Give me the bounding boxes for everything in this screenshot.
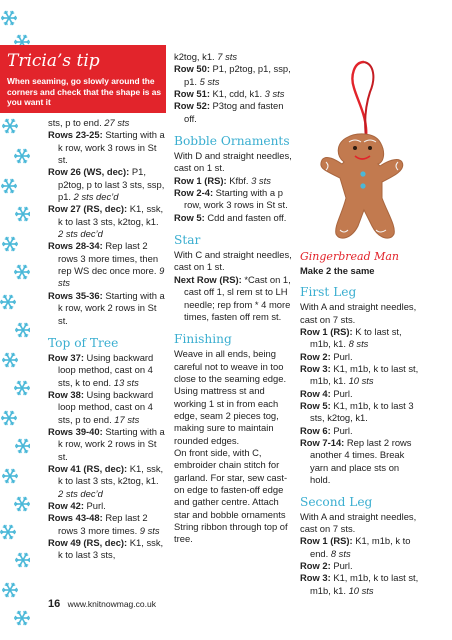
pattern-row	[48, 352, 166, 389]
row-label: Row 4:	[300, 387, 331, 399]
pattern-row	[300, 363, 422, 388]
row-label: Row 52:	[174, 100, 210, 112]
section-heading: Top of Tree	[48, 335, 119, 350]
pattern-row	[174, 187, 294, 212]
snowflake-icon	[15, 553, 30, 567]
tip-text: When seaming, go slowly around the corners and check that the shape is as you want it	[7, 76, 162, 107]
row-label: Row 6:	[300, 424, 331, 436]
row-label: Rows 35-36:	[48, 289, 103, 301]
stitch-count: 9 sts	[139, 524, 160, 536]
stitch-count: 2 sts dec’d	[58, 228, 103, 240]
row-label: Row 2-4:	[174, 187, 214, 199]
pattern-row	[174, 100, 294, 125]
row-label: Row 3:	[300, 572, 331, 584]
row-text: Cdd and fasten off.	[204, 211, 287, 223]
row-text: Rep last 2 rows 3 more times.	[58, 512, 148, 536]
snowflake-icon	[1, 411, 17, 425]
snowflake-icon	[14, 381, 30, 395]
row-label: Row 51:	[174, 88, 210, 100]
row-label: Row 27 (RS, dec):	[48, 203, 128, 215]
stitch-count: 3 sts	[264, 88, 285, 100]
row-label: Row 42:	[48, 499, 84, 511]
row-text: k2tog, k1.	[174, 51, 218, 62]
row-text: Purl.	[330, 559, 353, 571]
row-label: Row 2:	[300, 559, 331, 571]
page-number: 16	[48, 598, 61, 610]
row-text: P3tog and fasten off.	[184, 100, 284, 124]
snowflake-icon	[14, 265, 30, 279]
snowflake-icon	[14, 611, 30, 625]
snowflake-icon	[2, 583, 18, 597]
row-text: K1, ssk, k to last 3 sts, k2tog, k1.	[58, 203, 164, 227]
snowflake-icon	[15, 207, 30, 221]
pattern-row	[174, 88, 294, 100]
pattern-row	[48, 537, 166, 562]
section-heading: Finishing	[174, 332, 232, 347]
row-text: Kfbf.	[226, 174, 252, 186]
row-label: Row 41 (RS, dec):	[48, 462, 128, 474]
row-label: Row 38:	[48, 388, 84, 400]
gingerbread-ornament-photo	[302, 58, 420, 248]
row-text: Rep last 2 rows 3 more times, then rep WS dec once more.	[58, 240, 160, 277]
pattern-row	[48, 500, 166, 512]
row-label: Row 1 (RS):	[300, 535, 353, 547]
pattern-paragraph: With D and straight needles, cast on 1 st.	[174, 150, 292, 174]
stitch-count: 10 sts	[348, 375, 374, 387]
pattern-row	[300, 560, 422, 572]
stitch-count: 7 sts	[217, 51, 238, 62]
row-label: Row 2:	[300, 350, 331, 362]
pattern-row	[300, 326, 422, 351]
pattern-column-3	[300, 250, 422, 597]
row-label: Row 1 (RS):	[174, 174, 227, 186]
snowflake-icon	[14, 497, 30, 511]
row-text: Purl.	[83, 499, 106, 511]
section-heading: Second Leg	[300, 494, 373, 509]
snowflake-icon	[0, 295, 16, 309]
row-text: Starting with a k row, work 2 rows in St st.	[58, 289, 165, 326]
pattern-paragraph: With C and straight needles, cast on 1 st.	[174, 249, 292, 273]
row-text: Starting with a k row, work 3 rows in St st.	[58, 129, 165, 166]
row-text: Purl.	[330, 387, 353, 399]
pattern-row	[48, 463, 166, 500]
snowflake-icon	[2, 237, 18, 251]
row-text: K1, m1b, k to last 3 sts, k2tog, k1.	[310, 400, 414, 424]
snowflake-icon	[14, 149, 30, 163]
photo-caption: Gingerbread Man	[300, 250, 400, 263]
stitch-count: 8 sts	[330, 547, 351, 559]
stitch-count: 5 sts	[199, 75, 220, 87]
row-label: Row 7-14:	[300, 437, 345, 449]
pattern-column-2	[174, 51, 294, 546]
row-text: K1, m1b, k to last st, m1b, k1.	[310, 363, 419, 387]
pattern-row	[174, 274, 294, 323]
row-text: Starting with a p row, work 3 rows in St st.	[184, 187, 288, 211]
row-label: Row 37:	[48, 351, 84, 363]
snowflake-icon	[15, 439, 30, 453]
pattern-row	[48, 166, 166, 203]
pattern-row	[48, 240, 166, 289]
row-label: Row 5:	[174, 211, 205, 223]
pattern-paragraph: Weave in all ends, being careful not to weave in too close to the seaming edge. Using mattress st and working 1 st in from each edge, seam 2 pieces tog, making sure to maintain rounded edges.	[174, 348, 287, 446]
pattern-row	[174, 51, 294, 63]
snowflake-icon	[2, 469, 18, 483]
pattern-row	[300, 425, 422, 437]
pattern-row	[48, 389, 166, 426]
tip-box	[0, 45, 166, 113]
row-text: P1, p2tog, p1, ssp, p1.	[184, 63, 291, 87]
pattern-row	[48, 512, 166, 537]
section-heading: Bobble Ornaments	[174, 134, 290, 149]
stitch-count: 17 sts	[114, 413, 140, 425]
footer-url: www.knitnowmag.co.uk	[67, 599, 156, 609]
snowflake-icon	[0, 525, 16, 539]
pattern-row	[300, 400, 422, 425]
pattern-row	[174, 212, 294, 224]
row-label: Rows 43-48:	[48, 512, 103, 524]
row-label: Row 26 (WS, dec):	[48, 166, 130, 178]
pattern-row	[174, 175, 294, 187]
pattern-row	[174, 63, 294, 88]
section-heading: Star	[174, 233, 201, 248]
row-text: K1, cdd, k1.	[209, 88, 265, 100]
snowflake-icon	[2, 353, 18, 367]
pattern-paragraph: With A and straight needles, cast on 7 sts.	[300, 510, 417, 534]
pattern-row	[48, 117, 166, 129]
snowflake-icon	[2, 119, 18, 133]
pattern-row	[300, 351, 422, 363]
row-label: Rows 39-40:	[48, 425, 103, 437]
pattern-row	[48, 426, 166, 463]
row-text: K1, ssk, k to last 3 sts, k2tog, k1.	[58, 462, 164, 487]
row-label: Row 1 (RS):	[300, 326, 353, 338]
row-label: Row 50:	[174, 63, 210, 75]
row-text: Starting with a k row, work 2 rows in St st.	[58, 425, 165, 462]
row-text: K to last st, m1b, k1.	[310, 326, 402, 350]
row-text: Purl.	[330, 350, 353, 362]
row-text: Using backward loop method, cast on 4 sts, p to end.	[58, 388, 154, 425]
pattern-column-1	[48, 117, 166, 562]
stitch-count: 3 sts	[251, 174, 271, 186]
row-text: Purl.	[330, 424, 353, 436]
row-text: K1, m1b, k to last st, m1b, k1.	[310, 572, 419, 596]
row-label: Next Row (RS):	[174, 273, 242, 285]
page-footer	[48, 598, 156, 610]
pattern-paragraph: With A and straight needles, cast on 7 sts.	[300, 301, 417, 325]
pattern-row	[300, 572, 422, 597]
stitch-count: 8 sts	[348, 338, 369, 350]
stitch-count: 10 sts	[348, 584, 374, 596]
row-label: Row 49 (RS, dec):	[48, 537, 128, 548]
row-label: Rows 23-25:	[48, 129, 103, 141]
make-instruction: Make 2 the same	[300, 265, 375, 276]
row-text: K1, ssk, k to last 3 sts,	[58, 537, 164, 561]
pattern-row	[300, 388, 422, 400]
pattern-paragraph: On front side, with C, embroider chain stitch for garland. For star, sew cast-on edge to fasten-off edge and gather centre. Attach star and bobble ornaments String ribbon through top of tree.	[174, 446, 288, 545]
snowflake-icon	[15, 323, 30, 337]
pattern-row	[48, 129, 166, 166]
pattern-row	[48, 203, 166, 240]
snowflake-icon	[1, 11, 17, 25]
row-label: Row 5:	[300, 400, 331, 412]
pattern-row	[300, 535, 422, 560]
stitch-count: 13 sts	[113, 376, 139, 388]
snowflake-icon	[1, 179, 17, 193]
stitch-count: 2 sts dec’d	[58, 487, 103, 499]
row-text: Rep last 2 rows another 4 times. Break yarn and place sts on hold.	[310, 437, 412, 486]
row-text: Using backward loop method, cast on 4 sts, k to end.	[58, 351, 154, 388]
row-label: Row 3:	[300, 363, 331, 375]
pattern-row	[300, 437, 422, 486]
row-text: K1, m1b, k to end.	[310, 535, 411, 559]
tip-title: Tricia’s tip	[7, 51, 100, 71]
row-text: sts, p to end.	[48, 117, 105, 128]
section-heading: First Leg	[300, 285, 357, 300]
stitch-count: 27 sts	[104, 117, 130, 128]
row-text: *Cast on 1, cast off 1, sl rem st to LH needle; rep from * 4 more times, fasten off rem st.	[184, 273, 291, 322]
stitch-count: 9 sts	[58, 265, 165, 289]
stitch-count: 2 sts dec’d	[73, 191, 119, 203]
row-label: Rows 28-34:	[48, 240, 103, 252]
pattern-row	[48, 290, 166, 327]
row-text: P1, p2tog, p to last 3 sts, ssp, p1.	[58, 166, 165, 203]
